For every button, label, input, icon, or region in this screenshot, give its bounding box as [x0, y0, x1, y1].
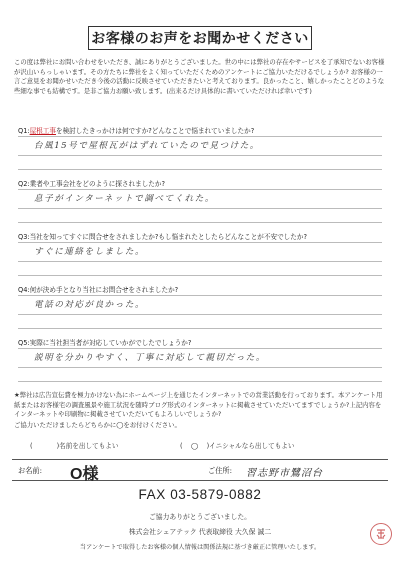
- question-highlight: 屋根工事: [29, 127, 56, 135]
- privacy-note: 当アンケートで取得したお客様の個人情報は関係法規に基づき厳正に管理いたします。: [79, 544, 321, 551]
- handwritten-answer: すぐに連絡をしました。: [34, 247, 146, 257]
- company-signature: 株式会社シェアテック 代表取締役 大久保 誠二: [128, 528, 272, 536]
- question-number: Q3:: [18, 233, 30, 241]
- consent-instruction: ご協力いただけましたらどちらかに◯をお付けください。: [14, 421, 181, 429]
- question-2: [12, 175, 390, 228]
- page-title-text: お客様のお声をお聞かせください: [91, 31, 309, 47]
- choice-label: 名前を出してもよい: [59, 442, 119, 450]
- choice-initials-ok[interactable]: ( ◯ )イニシャルなら出してもよい: [180, 442, 295, 450]
- question-1: [12, 122, 390, 175]
- name-value: O様: [70, 466, 99, 483]
- question-text: 実際に当社担当者が対応していかがでしたでしょうか?: [29, 339, 192, 347]
- handwritten-answer: 電話の対応が良かった。: [34, 300, 146, 310]
- question-label: [18, 178, 165, 188]
- question-label: [18, 125, 254, 135]
- publication-notice: ★弊社は広告宣伝費を極力かけない為にホームページ上を通じたインターネットでの営業活動を行っております。本アンケート用紙またはお客様宅の調査風景や施工状況を随時ブログ形式のインターネットに掲載させていただいてますでしょうか?上記内容をインターネットや印刷物に掲載させていただいてもよろしいでしょうか?: [14, 391, 383, 419]
- question-label: [18, 231, 307, 241]
- name-label: お名前:: [18, 466, 42, 475]
- answer-line: [18, 315, 382, 329]
- answer-line: [18, 368, 382, 382]
- handwritten-answer: 息子がインターネットで調べてくれた。: [34, 194, 215, 204]
- question-text: を検討したきっかけは何ですか?どんなことで悩まれていましたか?: [55, 127, 255, 135]
- customer-info-row: [12, 459, 388, 481]
- handwritten-answer: 説明を分かりやすく、丁寧に対応して親切だった。: [34, 353, 266, 363]
- thanks-text: ご協力ありがとうございました。: [149, 513, 251, 521]
- address-label: ご住所:: [208, 466, 232, 475]
- question-3: [12, 228, 390, 281]
- answer-line: [18, 262, 382, 276]
- answer-line: [18, 156, 382, 170]
- answer-line: [18, 209, 382, 223]
- question-number: Q5:: [18, 339, 30, 347]
- question-label: [18, 284, 178, 294]
- page-title: [88, 26, 312, 50]
- question-number: Q1:: [18, 127, 30, 135]
- question-text: 何が決め手となり当社にお問合せをされましたか?: [29, 286, 179, 294]
- question-5: [12, 334, 390, 387]
- question-4: [12, 281, 390, 334]
- fax-number: FAX 03-5879-0882: [138, 487, 262, 502]
- question-label: [18, 337, 191, 347]
- question-number: Q2:: [18, 180, 30, 188]
- address-value: 習志野市鷺沼台: [246, 468, 323, 479]
- choice-name-ok[interactable]: ( )名前を出してもよい: [30, 442, 119, 450]
- choice-mark: ◯: [190, 442, 199, 450]
- question-text: 当社を知ってすぐに問合せをされましたか?もし悩まれたとしたらどんなことが不安でしたか?: [29, 233, 307, 241]
- choice-label: イニシャルなら出してもよい: [209, 442, 295, 450]
- seal-stamp-icon: [370, 523, 392, 545]
- question-number: Q4:: [18, 286, 30, 294]
- intro-text: この度は弊社にお問い合わせをいただき、誠にありがとうございました。世の中には弊社の存在やサービスを了承知でないお客様が沢山いらっしゃいます。その方たちに弊社をよく知っていただくためのアンケートにご協力いただけるでしょうか? お客様の一言ご意見をお聞かせいただき今後の活動に反映させていただきたいと考えております。良かったこと、嬉しかったことどのような些細な事でも結構です。是非ご協力お願い致します。(出来るだけ具体的に書いていただければ幸いです): [14, 58, 385, 95]
- questions-section: [12, 122, 390, 387]
- question-text: 業者や工事会社をどのように探されましたか?: [29, 180, 165, 188]
- handwritten-answer: 台風15号で屋根瓦がはずれていたので見つけた。: [34, 141, 260, 151]
- seal-mark-icon: [374, 527, 388, 541]
